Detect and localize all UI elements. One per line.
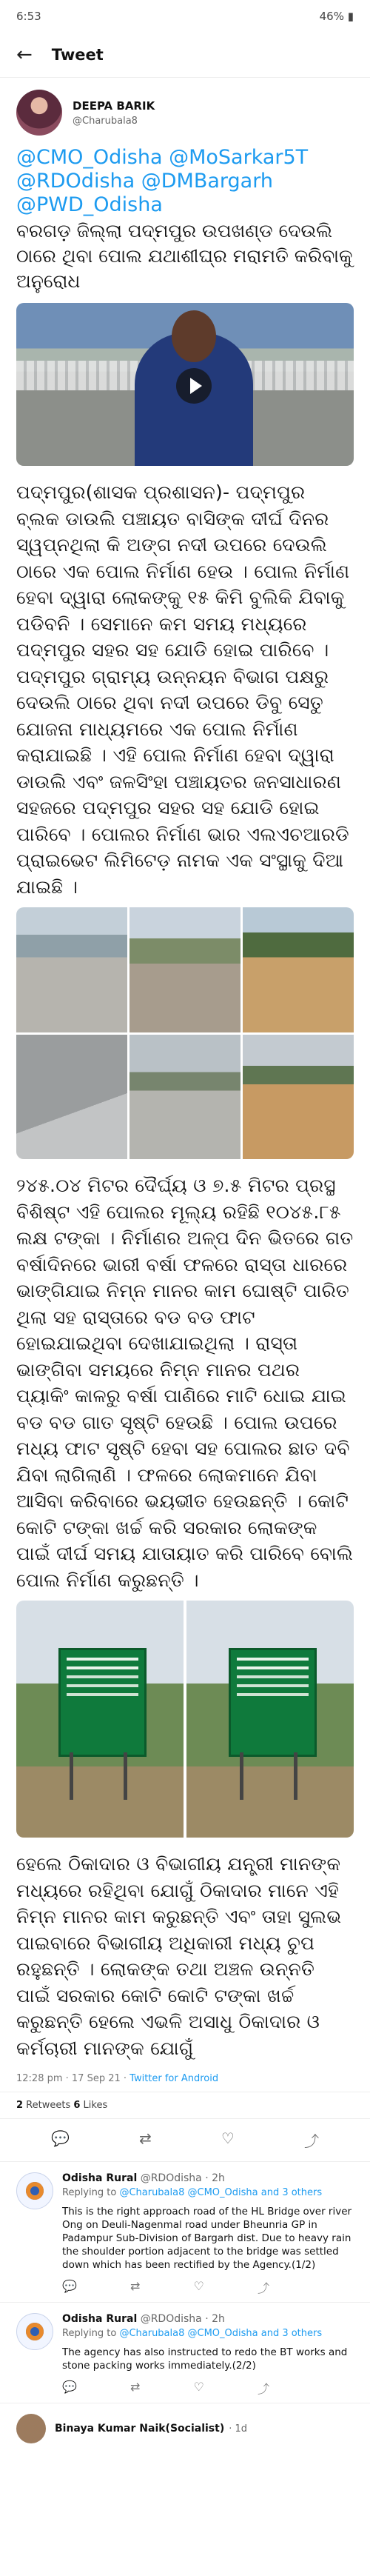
play-icon[interactable] — [176, 368, 212, 404]
tweet-intro: ବରଗଡ଼ ଜିଲ୍ଲା ପଦ୍ମପୁର ଉପଖଣ୍ଡ ଦେଉଲି ଠାରେ ଥିବା ପୋଲ ଯଥାଶୀଘ୍ର ମରାମତି କରିବାକୁ ଅନୁରୋଧ — [16, 220, 353, 292]
signboard — [229, 1648, 317, 1757]
back-arrow-icon[interactable]: ← — [16, 44, 33, 66]
retweet-icon[interactable]: ⇄ — [130, 2279, 141, 2293]
photo-5[interactable] — [130, 1035, 240, 1160]
status-time: 6:53 — [16, 10, 41, 23]
status-bar — [0, 0, 370, 33]
retweet-icon[interactable]: ⇄ — [130, 2380, 141, 2394]
reply-icon[interactable]: 💬 — [62, 2380, 77, 2394]
avatar[interactable] — [16, 2313, 53, 2350]
person-head — [172, 310, 216, 362]
share-icon[interactable]: ⤴ — [257, 2382, 269, 2396]
status-right: 46% ▮ — [319, 10, 354, 23]
like-icon[interactable]: ♡ — [193, 2279, 204, 2293]
share-icon[interactable]: ⤴ — [303, 2132, 319, 2150]
author-handle[interactable]: @Charubala8 — [73, 115, 138, 127]
photo-3[interactable] — [243, 907, 354, 1032]
tweet-actions — [0, 2119, 370, 2162]
avatar[interactable] — [16, 90, 62, 136]
reply-text: The agency has also instructed to redo the BT works and stone packing works immediately.(2/2) — [62, 2346, 348, 2372]
avatar[interactable] — [16, 2414, 46, 2443]
retweet-count[interactable]: 2 — [16, 2100, 24, 2111]
reply-item[interactable] — [0, 2303, 370, 2403]
signboard-pole — [240, 1752, 243, 1800]
replying-prefix: Replying to — [62, 2187, 120, 2198]
reply-text: This is the right approach road of the HL Bridge over river Ong on Deuli-Nagenmal road under Bheunria GP in Padampur Sub-Division of Bargarh dist. Due to heavy rain the shoulder portion adjacent to the bridge was settled down which has been rectified by the Agency.(1/2) — [62, 2206, 352, 2271]
reply-item[interactable] — [0, 2162, 370, 2303]
app-bar — [0, 33, 370, 78]
replying-prefix: Replying to — [62, 2328, 120, 2339]
retweets-label[interactable]: Retweets — [23, 2100, 74, 2111]
signboard-photos — [16, 1601, 354, 1838]
photo-6[interactable] — [243, 1035, 354, 1160]
reply-icon[interactable]: 💬 — [62, 2279, 77, 2293]
reply-author-name[interactable]: Odisha Rural — [62, 2172, 138, 2184]
like-count[interactable]: 6 — [73, 2100, 81, 2111]
next-reply-preview[interactable] — [0, 2403, 370, 2454]
like-icon[interactable]: ♡ — [193, 2380, 204, 2394]
photo-grid — [16, 907, 354, 1159]
like-icon[interactable]: ♡ — [221, 2129, 235, 2147]
tweet-body-1: ପଦ୍ମପୁର(ଶାସକ ପ୍ରଶାସନ)- ପଦ୍ମପୁର ବ୍ଲକ ଡାଉଲି ପଞ୍ଚାୟତ ବାସିଙ୍କ ଦୀର୍ଘ ଦିନର ସ୍ୱପ୍ନଥିଲା କି ଅଙ୍ଗ ନଦୀ ଉପରେ ଦେଉଲି ଠାରେ ଏକ ପୋଲ ନିର୍ମାଣ ହେଉ । ପୋଲ ନିର୍ମାଣ ହେବା ଦ୍ୱାରା ଲୋକଙ୍କୁ ୧୫ କିମି ବୁଲିକି ଯିବାକୁ ପଡିବନି । ସେମାନେ କମ ସମୟ ମଧ୍ୟରେ ପଦ୍ମପୁର ସହର ସହ ଯୋଡି ହୋଇ ପାରିବେ । ପଦ୍ମପୁର ଗ୍ରାମ୍ୟ ଉନ୍ନୟନ ବିଭାଗ ପକ୍ଷରୁ ଦେଉଲି ଠାରେ ଥିବା ନଦୀ ଉପରେ ଡିବୁ ସେତୁ ଯୋଜନା ମାଧ୍ୟମରେ ଏକ ପୋଲ ନିର୍ମାଣ କରାଯାଇଛି । ଏହି ପୋଲ ନିର୍ମାଣ ହେବା ଦ୍ୱାରା ଡାଉଲି ଏବଂ ଜଳସିଂହା ପଞ୍ଚାୟତର ଜନସାଧାରଣ ସହଜରେ ପଦ୍ମପୁର ସହର ସହ ଯୋଡି ହୋଇ ପାରିବେ । ପୋଲର ନିର୍ମାଣ ଭାର ଏଲଏଚଆରଡି ପ୍ରାଇଭେଟ ଲିମିଟେଡ଼ ନାମକ ଏକ ସଂସ୍ଥାକୁ ଦିଆ ଯାଇଛି । — [16, 481, 350, 898]
signboard — [58, 1648, 147, 1757]
share-icon[interactable]: ⤴ — [257, 2281, 269, 2295]
signboard-pole — [70, 1752, 73, 1800]
tweet-meta — [0, 2061, 370, 2092]
page-title: Tweet — [51, 46, 104, 64]
photo-4[interactable] — [16, 1035, 127, 1160]
signboard-pole — [294, 1752, 297, 1800]
photo-2[interactable] — [130, 907, 240, 1032]
tweet-timestamp: 12:28 pm · 17 Sep 21 · — [16, 2073, 130, 2084]
reply-icon[interactable]: 💬 — [51, 2129, 70, 2147]
tweet-stats — [0, 2092, 370, 2119]
signboard-photo-2[interactable] — [186, 1601, 354, 1838]
tweet-author[interactable] — [0, 78, 370, 140]
likes-label[interactable]: Likes — [80, 2100, 108, 2111]
author-name[interactable]: DEEPA BARIK — [73, 99, 155, 113]
reply-author-name[interactable]: Odisha Rural — [62, 2313, 138, 2325]
replying-to[interactable]: @Charubala8 @CMO_Odisha and 3 others — [119, 2187, 323, 2198]
signboard-photo-1[interactable] — [16, 1601, 184, 1838]
tweet-source[interactable]: Twitter for Android — [130, 2073, 219, 2084]
replying-to[interactable]: @Charubala8 @CMO_Odisha and 3 others — [119, 2328, 323, 2339]
reply-author-handle: @RDOdisha · 2h — [140, 2172, 225, 2184]
signboard-pole — [124, 1752, 127, 1800]
reply-author-name[interactable]: Binaya Kumar Naik(Socialist) — [55, 2423, 225, 2435]
reply-time: · 1d — [229, 2423, 248, 2435]
retweet-icon[interactable]: ⇄ — [139, 2129, 152, 2147]
tweet-body-3: ହେଲେ ଠିକାଦାର ଓ ବିଭାଗୀୟ ଯନ୍ତ୍ରୀ ମାନଙ୍କ ମଧ୍ୟରେ ରହିଥିବା ଯୋଗୁଁ ଠିକାଦାର ମାନେ ଏହି ନିମ୍ନ ମାନର କାମ କରୁଛନ୍ତି ଏବଂ ତାହା ସୁଲଭ ପାଇବାରେ ବିଭାଗୀୟ ଅଧିକାରୀ ମଧ୍ୟ ଚୁପ ରହୁଛନ୍ତି । ଲୋକଙ୍କ ତଥା ଅଞ୍ଚଳ ଉନ୍ନତି ପାଇଁ ସରକାର କୋଟି କୋଟି ଟଙ୍କା ଖର୍ଚ୍ଚ କରୁଛନ୍ତି ହେଲେ ଏଭଳି ଅସାଧୁ ଠିକାଦାର ଓ କର୍ମଚାରୀ ମାନଙ୍କ ଯୋଗୁଁ — [16, 1853, 342, 2059]
reply-author-handle: @RDOdisha · 2h — [140, 2313, 225, 2325]
photo-1[interactable] — [16, 907, 127, 1032]
avatar[interactable] — [16, 2172, 53, 2209]
tweet-body-2: ୨୪୫.୦୪ ମିଟର ଦୈର୍ଘ୍ୟ ଓ ୭.୫ ମିଟର ପ୍ରସ୍ଥ ବିଶିଷ୍ଟ ଏହି ପୋଲର ମୂଲ୍ୟ ରହିଛି ୧୦୪୫.୮୫ ଲକ୍ଷ ଟଙ୍କା । ନିର୍ମାଣର ଅଳ୍ପ ଦିନ ଭିତରେ ଗତ ବର୍ଷାଦିନରେ ଭାରୀ ବର୍ଷା ଫଳରେ ରାସ୍ତା ଧାରରେ ଭାଙ୍ଗିଯାଇ ନିମ୍ନ ମାନର କାମ ଘୋଷ୍ଟି ପାରିତ ଥିଲା ସହ ରାସ୍ତାରେ ବଡ ବଡ ଫାଟ ହୋଇଯାଇଥିବା ଦେଖାଯାଇଥିଲା । ରାସ୍ତା ଭାଙ୍ଗିବା ସମୟରେ ନିମ୍ନ ମାନର ପଥର ପ୍ୟାକିଂ କାଳରୁ ବର୍ଷା ପାଣିରେ ମାଟି ଧୋଇ ଯାଇ ବଡ ବଡ ଗାତ ସୃଷ୍ଟି ହେଉଛି । ପୋଲ ଉପରେ ମଧ୍ୟ ଫାଟ ସୃଷ୍ଟି ହେବା ସହ ପୋଲର ଛାତ ଦବି ଯିବା ଲାଗିଲାଣି । ଫଳରେ ଲୋକମାନେ ଯିବା ଆସିବା କରିବାରେ ଭୟଭୀତ ହେଉଛନ୍ତି । କୋଟି କୋଟି ଟଙ୍କା ଖର୍ଚ୍ଚ କରି ସରକାର ଲୋକଙ୍କ ପାଇଁ ଦୀର୍ଘ ସମୟ ଯାତାୟାତ କରି ପାରିବେ ବୋଲି ପୋଲ ନିର୍ମାଣ କରୁଛନ୍ତି । — [16, 1175, 354, 1591]
video-thumbnail[interactable] — [16, 303, 354, 466]
tweet-mentions[interactable]: @CMO_Odisha @MoSarkar5T @RDOdisha @DMBargarh @PWD_Odisha — [16, 146, 309, 216]
